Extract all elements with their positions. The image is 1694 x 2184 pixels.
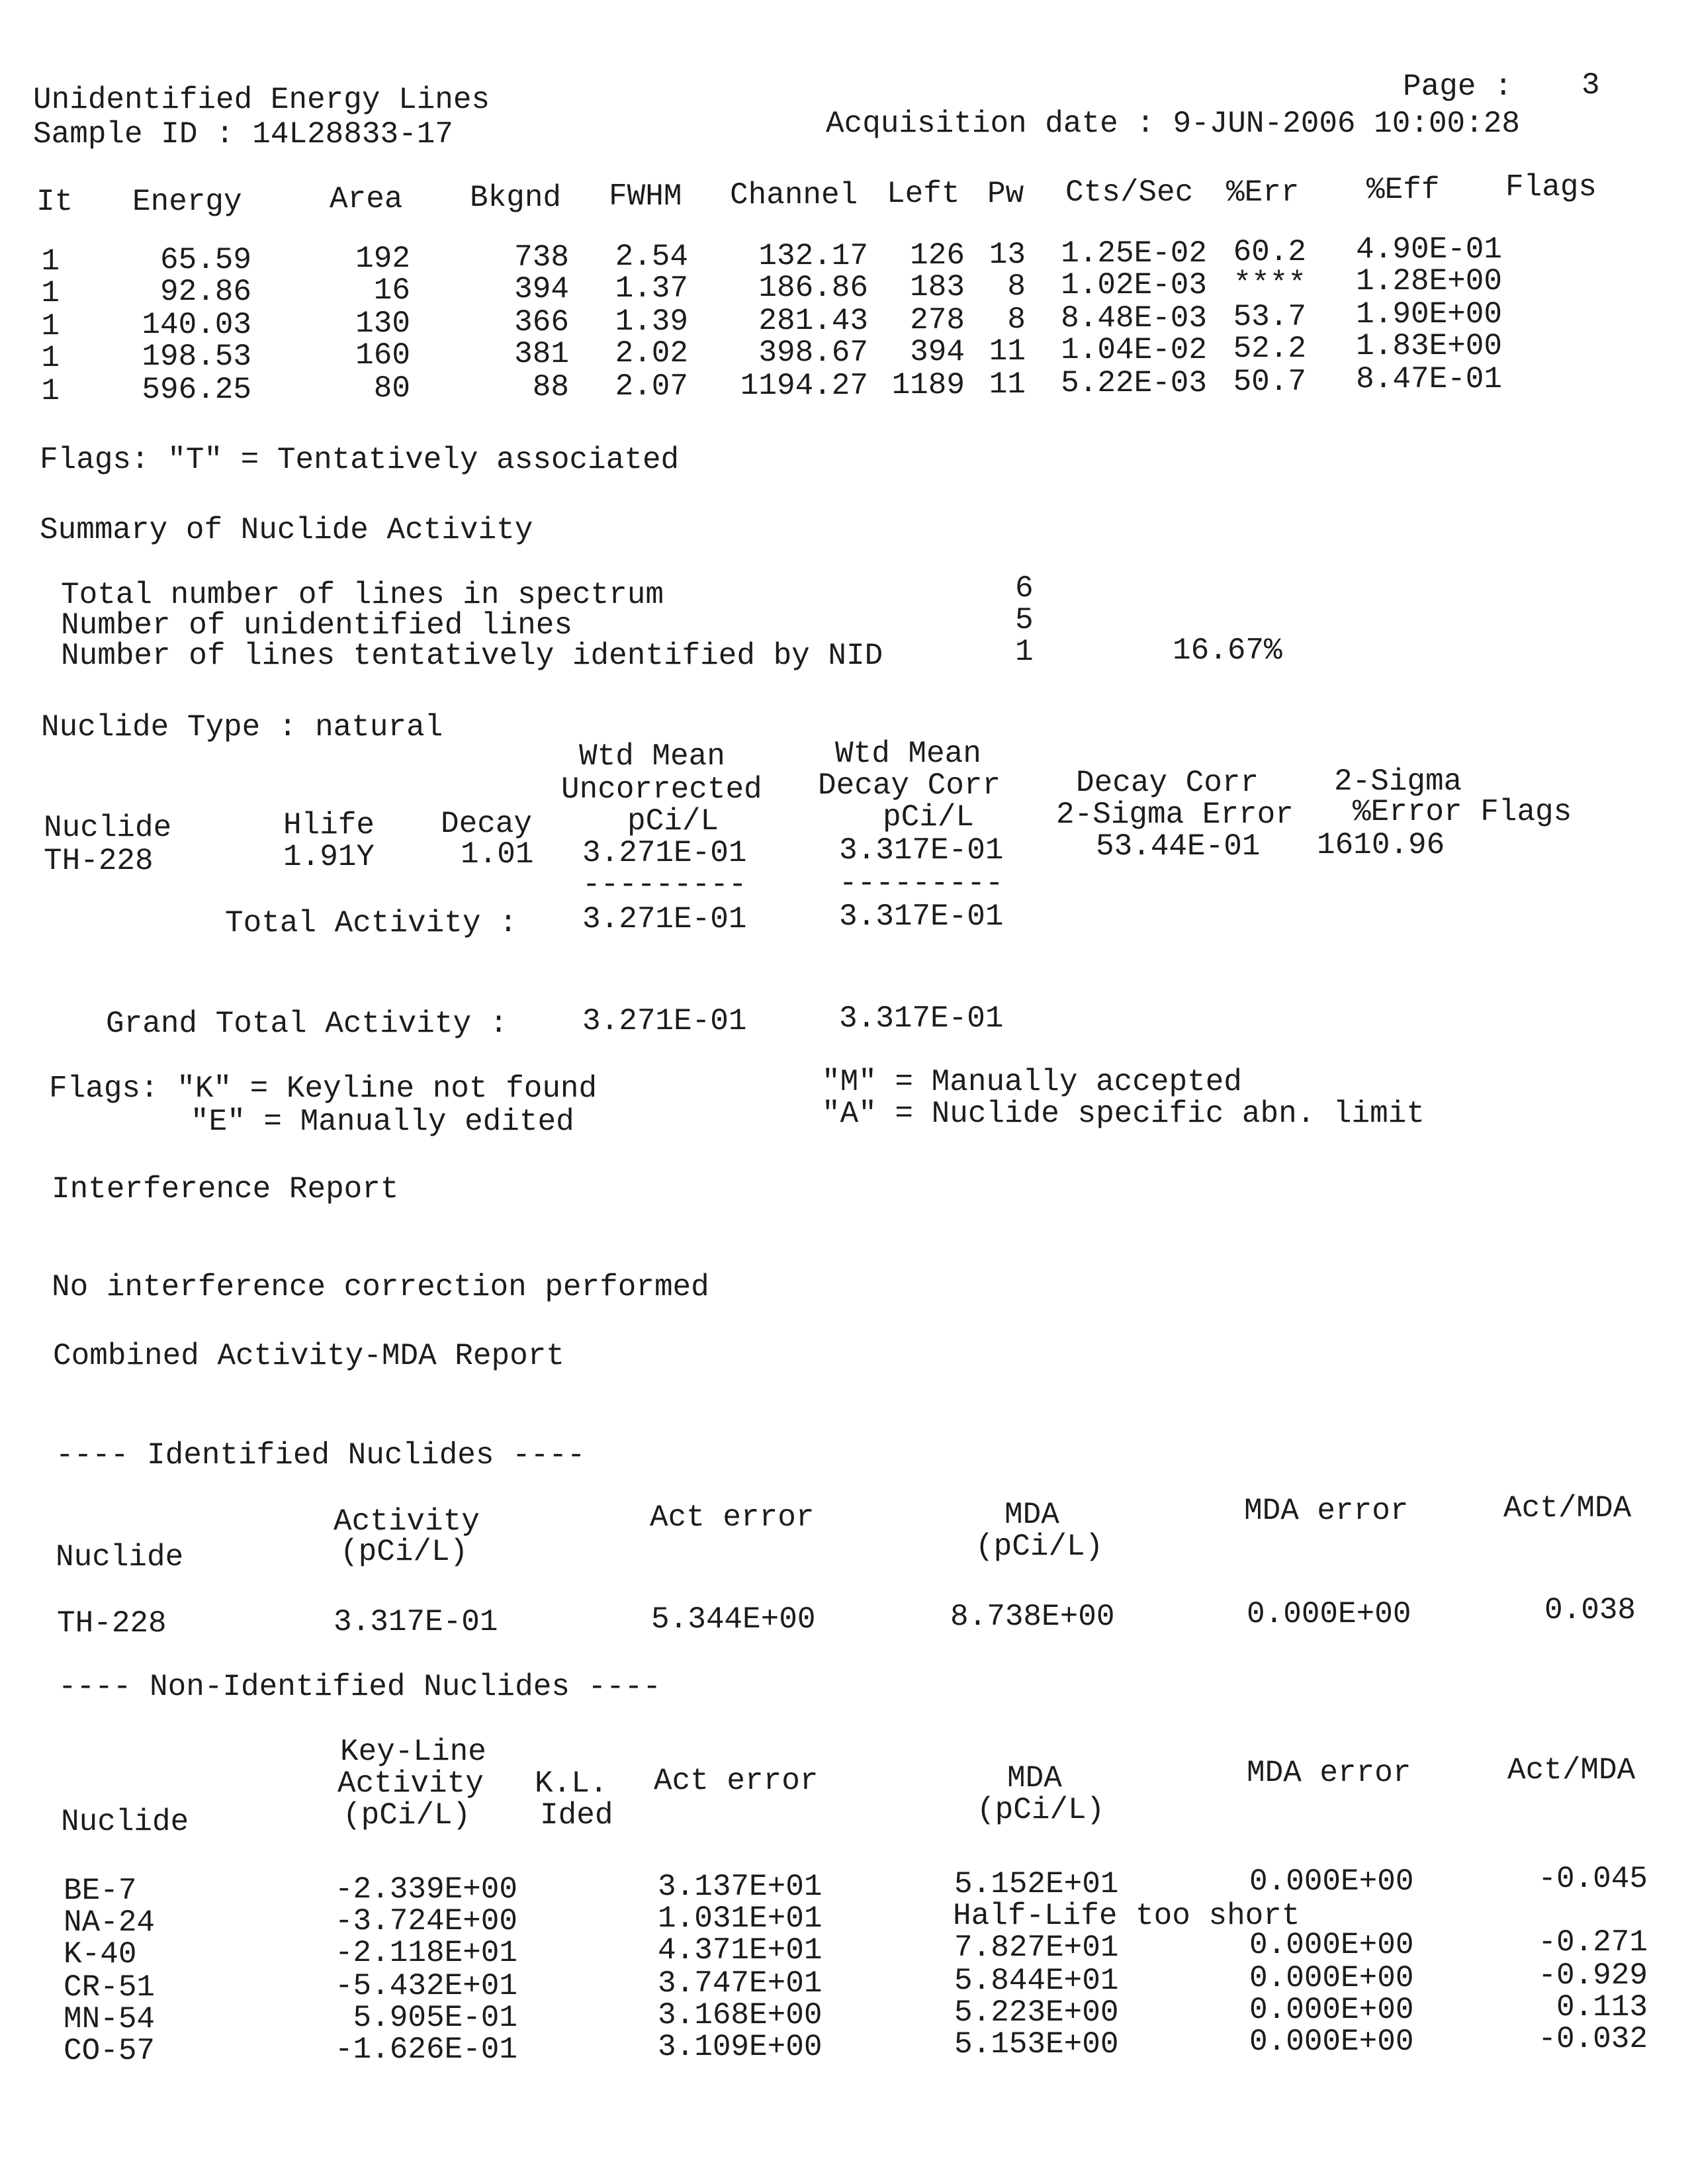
cell-act-error: 3.747E+01 — [658, 1966, 823, 2001]
summary-value: 5 — [1015, 603, 1034, 637]
cell-act-error: 3.168E+00 — [658, 1998, 823, 2032]
cell-fwhm: 2.54 — [615, 240, 688, 274]
id-hdr-mda-error: MDA error — [1244, 1494, 1409, 1528]
cell-mda: 5.152E+01 — [954, 1867, 1119, 1901]
total-activity-label: Total Activity : — [225, 906, 517, 940]
nuclide-type-title: Nuclide Type : natural — [41, 710, 443, 745]
id-hdr-activity-unit: (pCi/L) — [340, 1535, 468, 1569]
cell-bkgnd: 738 — [514, 240, 569, 275]
cell-mda-error: 0.000E+00 — [1249, 2025, 1414, 2059]
cell-mda-error: 0.000E+00 — [1249, 1961, 1414, 1995]
id-activity: 3.317E-01 — [334, 1605, 498, 1639]
cell-activity: -2.339E+00 — [334, 1872, 517, 1907]
cell-it: 1 — [41, 309, 60, 343]
col-header-channel: Channel — [730, 178, 858, 212]
cell-eff: 1.90E+00 — [1356, 297, 1502, 332]
cell-left: 394 — [910, 335, 965, 369]
nid-hdr-kl: K.L. — [535, 1766, 608, 1801]
nid-hdr-mda: MDA — [1007, 1761, 1062, 1796]
nuclide-type-pct-error: 1610.96 — [1317, 828, 1445, 862]
hdr-decay-corr-2: Decay Corr — [1076, 766, 1259, 800]
interference-report-title: Interference Report — [52, 1172, 399, 1206]
grand-total-uncorrected: 3.271E-01 — [582, 1004, 747, 1038]
summary-label: Number of unidentified lines — [61, 608, 572, 643]
nid-hdr-nuclide: Nuclide — [61, 1805, 189, 1839]
hdr-wtd-mean-1: Wtd Mean — [579, 739, 725, 774]
cell-activity: -2.118E+01 — [334, 1936, 517, 1970]
sample-id: Sample ID : 14L28833-17 — [33, 117, 453, 152]
id-hdr-act-error: Act error — [650, 1500, 815, 1535]
cell-activity: -3.724E+00 — [334, 1904, 517, 1938]
cell-fwhm: 2.02 — [615, 336, 688, 371]
total-activity-decay-corr: 3.317E-01 — [839, 899, 1004, 934]
hdr-two-sigma-error: 2-Sigma Error — [1056, 797, 1294, 832]
nuclide-type-hlife: 1.91Y — [283, 840, 375, 874]
cell-mda: 5.223E+00 — [954, 1995, 1119, 2030]
id-act-mda: 0.038 — [1544, 1593, 1636, 1627]
cell-energy: 198.53 — [142, 340, 251, 374]
summary-value: 6 — [1015, 571, 1034, 606]
cell-pw: 8 — [1007, 302, 1026, 337]
col-header-left: Left — [887, 177, 960, 211]
cell-channel: 132.17 — [758, 239, 868, 273]
cell-pw: 11 — [989, 334, 1026, 369]
summary-label: Total number of lines in spectrum — [61, 578, 664, 612]
nid-hdr-act-mda: Act/MDA — [1507, 1753, 1636, 1788]
col-header-pw: Pw — [987, 177, 1024, 211]
grand-total-decay-corr: 3.317E-01 — [839, 1001, 1004, 1036]
summary-title: Summary of Nuclide Activity — [40, 513, 533, 547]
hdr-decay-corr-1: Decay Corr — [818, 768, 1001, 803]
cell-area: 80 — [373, 371, 410, 406]
id-mda: 8.738E+00 — [950, 1600, 1115, 1634]
cell-err: 53.7 — [1233, 300, 1306, 334]
dash-rule: --------- — [839, 866, 1004, 901]
cell-area: 130 — [355, 306, 410, 341]
col-header-area: Area — [330, 182, 403, 216]
nid-hdr-activity: Activity — [337, 1766, 484, 1801]
cell-nuclide: CO-57 — [64, 2034, 156, 2068]
cell-pw: 13 — [989, 238, 1026, 272]
hdr-hlife: Hlife — [283, 808, 375, 842]
cell-act-error: 1.031E+01 — [658, 1901, 823, 1936]
dash-rule: --------- — [582, 868, 747, 902]
cell-channel: 281.43 — [758, 304, 868, 338]
cell-left: 126 — [910, 238, 965, 273]
cell-fwhm: 2.07 — [615, 369, 688, 404]
summary-label: Number of lines tentatively identified by NID — [61, 639, 883, 673]
cell-eff: 1.83E+00 — [1356, 329, 1502, 363]
id-hdr-mda: MDA — [1004, 1498, 1059, 1532]
identified-section-title: ---- Identified Nuclides ---- — [56, 1438, 586, 1473]
cell-left: 183 — [910, 270, 965, 304]
cell-mda: 5.153E+00 — [954, 2027, 1119, 2062]
hdr-uncorrected: Uncorrected — [561, 772, 762, 807]
cell-nuclide: K-40 — [64, 1937, 137, 1972]
cell-act-mda: -0.045 — [1538, 1862, 1648, 1896]
cell-mda-error: 0.000E+00 — [1249, 1928, 1414, 1962]
id-hdr-activity: Activity — [334, 1504, 480, 1539]
cell-bkgnd: 366 — [514, 305, 569, 340]
id-mda-error: 0.000E+00 — [1247, 1597, 1411, 1631]
nid-hdr-ided: Ided — [540, 1798, 613, 1833]
cell-channel: 186.86 — [758, 271, 868, 305]
id-hdr-nuclide: Nuclide — [56, 1540, 184, 1574]
col-header-flags: Flags — [1505, 170, 1597, 205]
id-hdr-act-mda: Act/MDA — [1503, 1491, 1632, 1525]
col-header-energy: Energy — [132, 185, 242, 219]
page-label: Page : — [1403, 69, 1513, 104]
cell-activity: -5.432E+01 — [334, 1969, 517, 2003]
hdr-decay: Decay — [441, 807, 533, 841]
cell-energy: 140.03 — [142, 308, 251, 342]
cell-eff: 1.28E+00 — [1356, 264, 1502, 298]
hdr-pci-1: pCi/L — [627, 804, 719, 839]
nid-hdr-key-line: Key-Line — [340, 1735, 486, 1769]
acquisition-date: Acquisition date : 9-JUN-2006 10:00:28 — [826, 107, 1520, 141]
cell-it: 1 — [41, 276, 60, 310]
cell-channel: 398.67 — [758, 336, 868, 370]
cell-activity: -1.626E-01 — [334, 2032, 517, 2067]
cell-activity: 5.905E-01 — [353, 2001, 517, 2035]
col-header-fwhm: FWHM — [609, 179, 682, 214]
total-activity-uncorrected: 3.271E-01 — [582, 902, 747, 936]
summary-percent: 16.67% — [1173, 633, 1282, 668]
hdr-pci-2: pCi/L — [883, 800, 975, 835]
no-interference-note: No interference correction performed — [52, 1270, 709, 1304]
cell-fwhm: 1.37 — [615, 271, 688, 306]
col-header-bkgnd: Bkgnd — [470, 181, 562, 215]
page-number: 3 — [1582, 68, 1600, 103]
flags-legend-e: "E" = Manually edited — [191, 1105, 574, 1139]
cell-note: Half-Life too short — [953, 1899, 1300, 1933]
cell-area: 160 — [355, 338, 410, 373]
non-identified-section-title: ---- Non-Identified Nuclides ---- — [58, 1670, 661, 1704]
cell-area: 16 — [373, 273, 410, 308]
cell-cts: 8.48E-03 — [1061, 301, 1207, 336]
cell-cts: 1.04E-02 — [1061, 333, 1207, 367]
cell-act-mda: -0.271 — [1538, 1925, 1648, 1960]
cell-act-mda: -0.032 — [1538, 2022, 1648, 2056]
cell-nuclide: NA-24 — [64, 1905, 156, 1940]
hdr-two-sigma: 2-Sigma — [1334, 764, 1462, 799]
cell-mda: 7.827E+01 — [954, 1931, 1119, 1965]
cell-it: 1 — [41, 374, 60, 408]
nuclide-type-uncorrected: 3.271E-01 — [582, 836, 747, 870]
hdr-wtd-mean-2: Wtd Mean — [835, 737, 981, 771]
cell-err: **** — [1233, 267, 1306, 301]
cell-eff: 8.47E-01 — [1356, 362, 1502, 396]
cell-nuclide: BE-7 — [64, 1874, 137, 1908]
flags-legend-m: "M" = Manually accepted — [822, 1065, 1242, 1099]
cell-mda: 5.844E+01 — [954, 1964, 1119, 1998]
cell-nuclide: MN-54 — [64, 2002, 156, 2036]
cell-channel: 1194.27 — [740, 369, 868, 403]
cell-act-error: 4.371E+01 — [658, 1933, 823, 1968]
nuclide-type-decay: 1.01 — [461, 837, 534, 872]
cell-cts: 1.02E-03 — [1061, 268, 1207, 302]
cell-fwhm: 1.39 — [615, 304, 688, 339]
cell-err: 52.2 — [1233, 332, 1306, 366]
cell-mda-error: 0.000E+00 — [1249, 1993, 1414, 2027]
cell-err: 50.7 — [1233, 365, 1306, 399]
hdr-pct-error-flags: %Error Flags — [1353, 795, 1572, 829]
cell-cts: 5.22E-03 — [1061, 366, 1207, 400]
cell-act-error: 3.109E+00 — [658, 2030, 823, 2064]
col-header-eff: %Eff — [1366, 173, 1440, 207]
cell-act-error: 3.137E+01 — [658, 1870, 823, 1904]
hdr-nuclide: Nuclide — [44, 811, 172, 845]
nid-hdr-act-error: Act error — [654, 1764, 819, 1798]
report-title: Unidentified Energy Lines — [33, 83, 490, 117]
nid-hdr-mda-error: MDA error — [1247, 1756, 1411, 1790]
flags-legend-k: Flags: "K" = Keyline not found — [49, 1071, 598, 1106]
id-nuclide: TH-228 — [57, 1606, 167, 1641]
cell-bkgnd: 88 — [532, 370, 569, 404]
cell-mda-error: 0.000E+00 — [1249, 1864, 1414, 1899]
col-header-err: %Err — [1226, 175, 1300, 210]
cell-energy: 92.86 — [159, 275, 251, 309]
cell-it: 1 — [41, 341, 60, 375]
nuclide-type-decay-corr: 3.317E-01 — [839, 833, 1004, 868]
cell-eff: 4.90E-01 — [1356, 232, 1502, 267]
grand-total-label: Grand Total Activity : — [106, 1007, 508, 1041]
cell-bkgnd: 381 — [514, 337, 569, 371]
col-header-it: It — [36, 185, 73, 219]
cell-cts: 1.25E-02 — [1061, 236, 1207, 271]
summary-value: 1 — [1015, 635, 1034, 669]
col-header-cts: Cts/Sec — [1065, 175, 1194, 210]
cell-it: 1 — [41, 244, 60, 279]
nid-hdr-activity-unit: (pCi/L) — [343, 1798, 471, 1833]
combined-report-title: Combined Activity-MDA Report — [53, 1339, 564, 1373]
id-act-error: 5.344E+00 — [651, 1602, 816, 1637]
cell-left: 1189 — [891, 368, 965, 402]
id-hdr-mda-unit: (pCi/L) — [975, 1529, 1104, 1564]
cell-energy: 596.25 — [142, 373, 251, 407]
nid-hdr-mda-unit: (pCi/L) — [977, 1793, 1105, 1827]
cell-area: 192 — [355, 242, 410, 276]
cell-bkgnd: 394 — [514, 272, 569, 306]
flags-legend-a: "A" = Nuclide specific abn. limit — [822, 1097, 1425, 1131]
nuclide-type-sigma-error: 53.44E-01 — [1096, 829, 1261, 864]
cell-left: 278 — [910, 303, 965, 338]
nuclide-type-nuclide: TH-228 — [44, 844, 154, 878]
cell-pw: 11 — [989, 367, 1026, 402]
cell-act-mda: 0.113 — [1556, 1990, 1648, 2025]
cell-energy: 65.59 — [159, 243, 251, 277]
cell-err: 60.2 — [1233, 235, 1306, 269]
flags-note-tentative: Flags: "T" = Tentatively associated — [40, 443, 680, 477]
cell-nuclide: CR-51 — [64, 1970, 156, 2005]
cell-pw: 8 — [1007, 269, 1026, 304]
cell-act-mda: -0.929 — [1538, 1958, 1648, 1993]
